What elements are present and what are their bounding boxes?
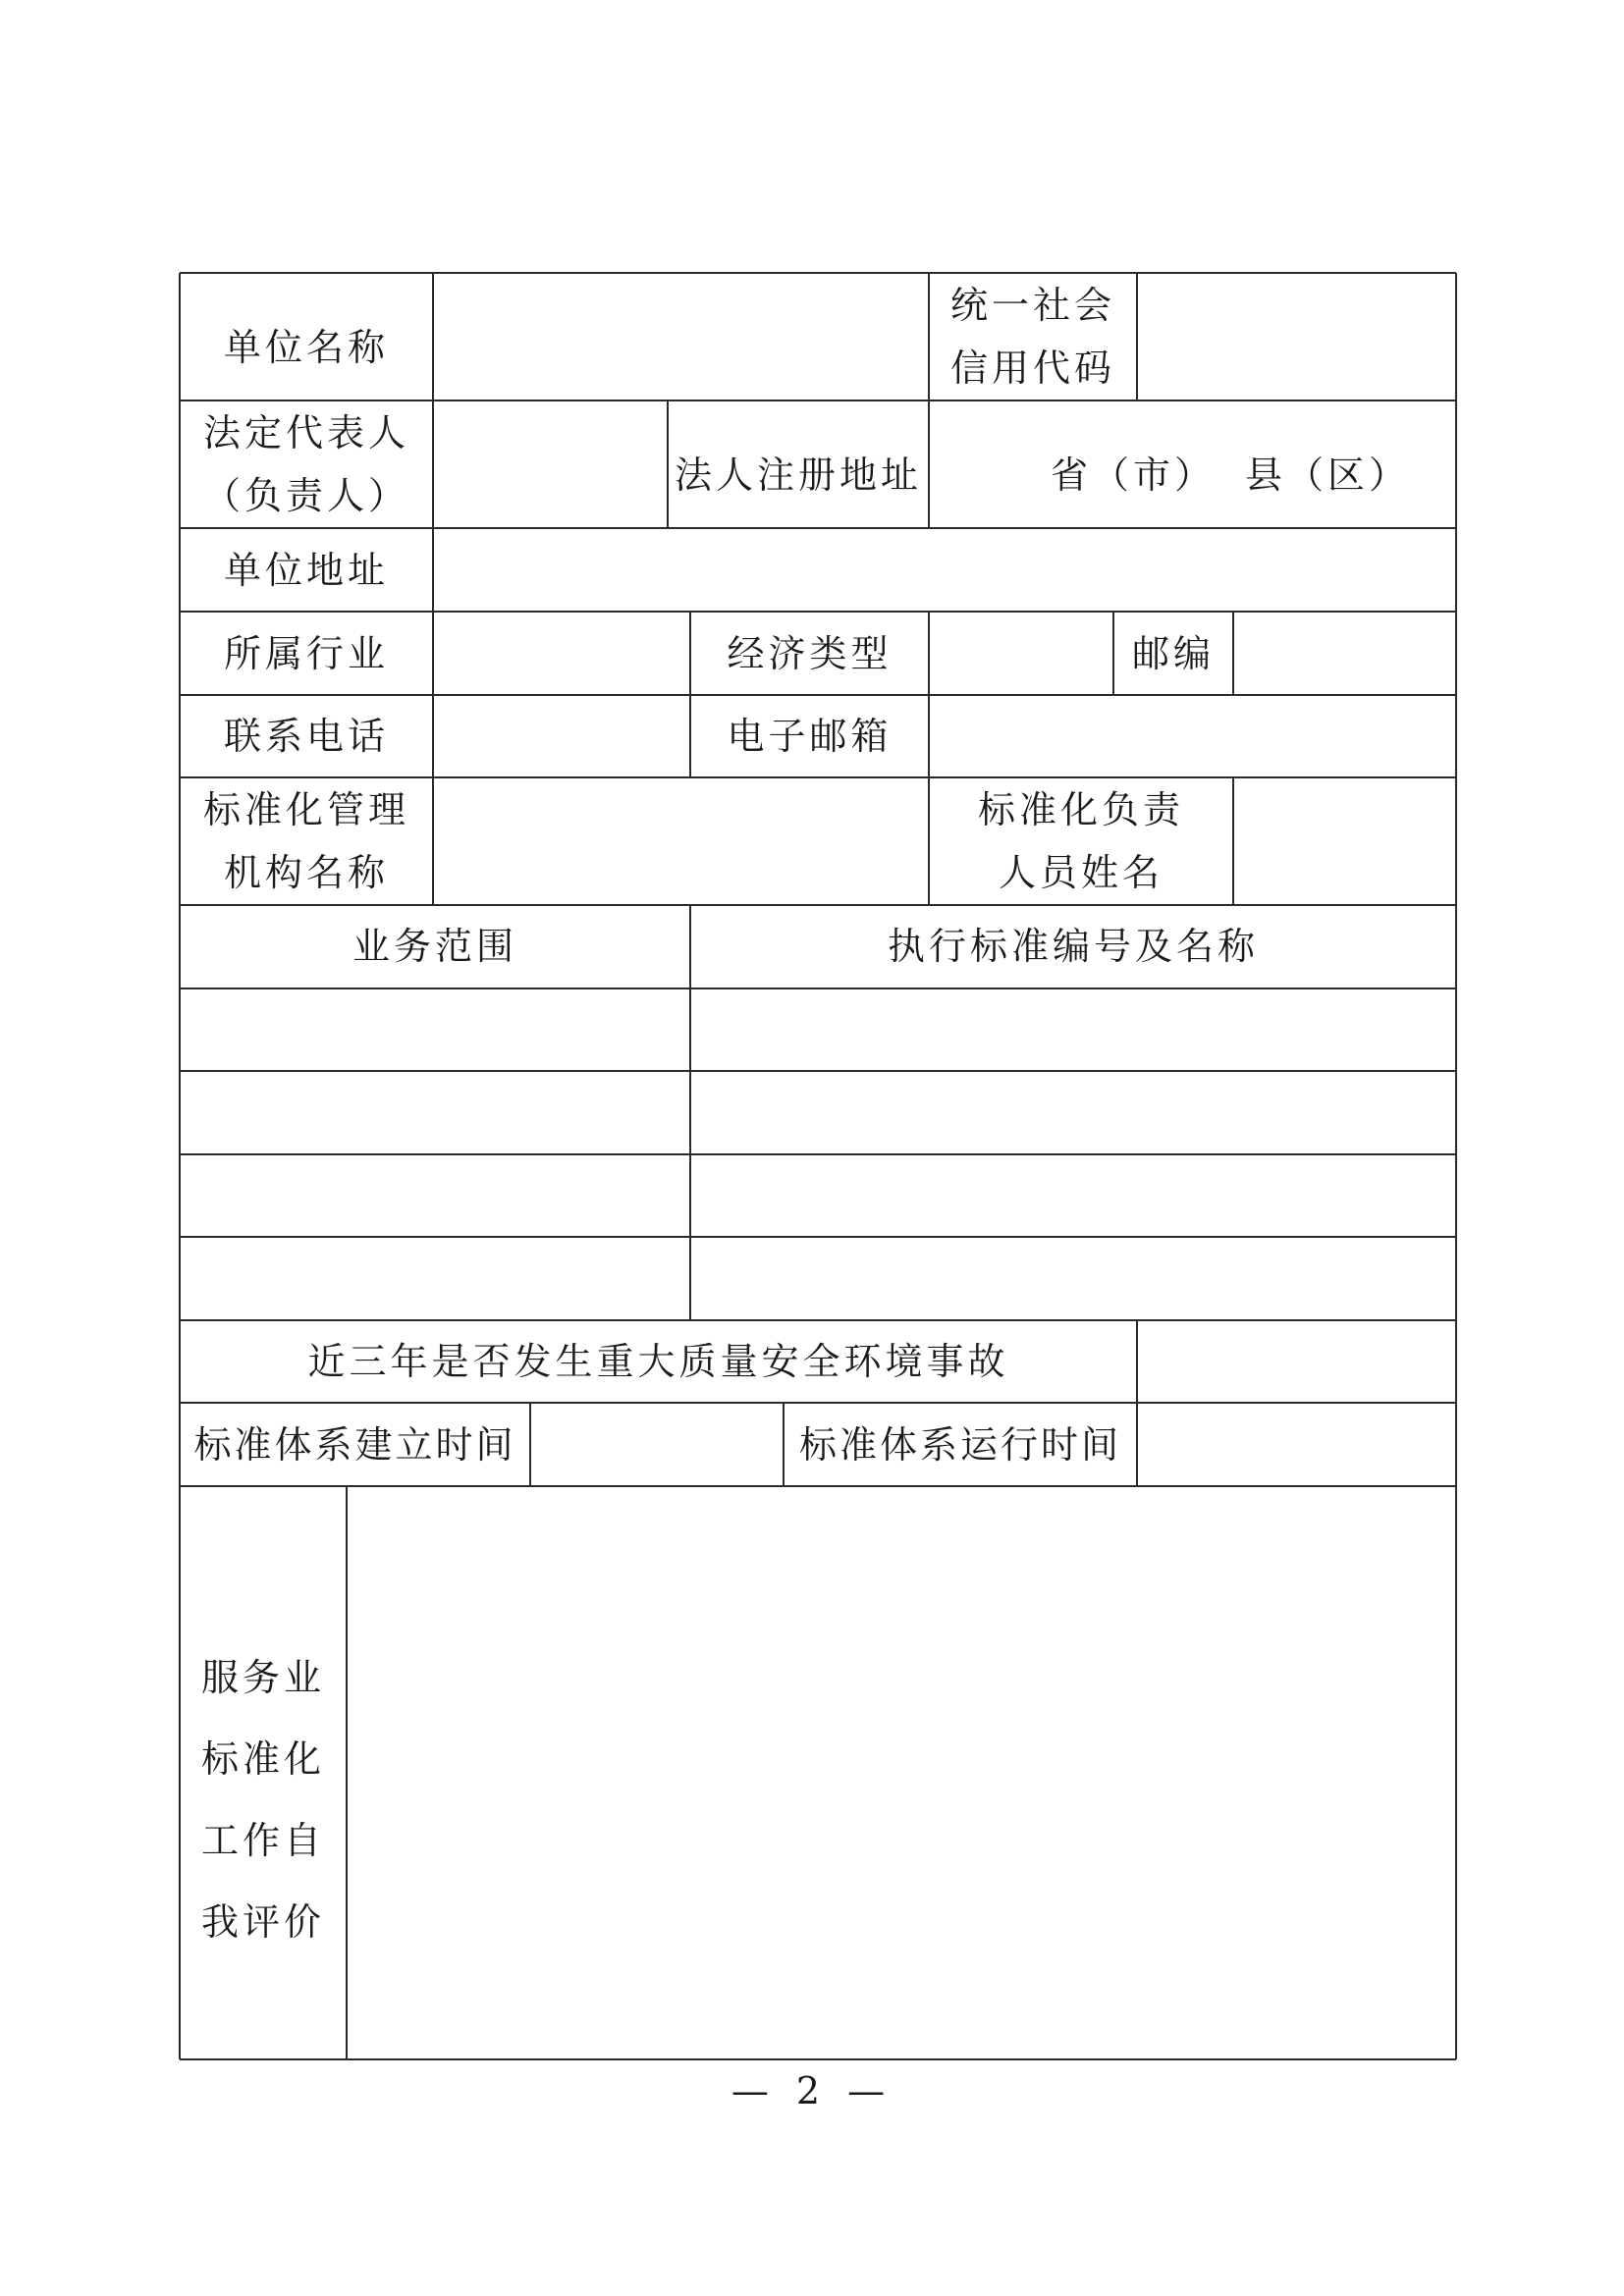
legal-rep-label (180, 401, 433, 527)
business-scope-cell-2[interactable] (181, 1072, 689, 1153)
page-number: — 2 — (731, 2069, 893, 2112)
credit-code-label-line2: 信用代码 (949, 347, 1115, 390)
business-scope-cell-4[interactable] (181, 1238, 689, 1319)
unit-address-label: 单位地址 (223, 549, 389, 592)
self-eval-line2: 标准化 (200, 1737, 325, 1781)
self-eval-field[interactable] (348, 1487, 1455, 2058)
business-scope-header: 业务范围 (352, 925, 517, 968)
credit-code-label (929, 274, 1137, 400)
accident-label: 近三年是否发生重大质量安全环境事故 (307, 1340, 1009, 1383)
system-running-field[interactable] (1138, 1404, 1455, 1485)
std-org-label-line1: 标准化管理 (202, 788, 409, 831)
unit-address-field[interactable] (434, 529, 1455, 611)
accident-field[interactable] (1138, 1321, 1455, 1402)
unit-name-label: 单位名称 (223, 326, 389, 369)
standard-cell-3[interactable] (691, 1155, 1455, 1236)
self-eval-line4: 我评价 (200, 1900, 325, 1944)
self-eval-label (180, 1637, 347, 1963)
reg-address-label: 法人注册地址 (674, 454, 922, 497)
business-scope-cell-3[interactable] (181, 1155, 689, 1236)
unit-name-field[interactable] (434, 274, 928, 400)
std-person-field[interactable] (1234, 778, 1455, 904)
economic-type-field[interactable] (930, 613, 1112, 694)
legal-rep-label-line1: 法定代表人 (202, 411, 409, 454)
legal-rep-label-line2: （负责人） (202, 474, 409, 517)
system-built-field[interactable] (531, 1404, 783, 1485)
email-field[interactable] (930, 696, 1455, 776)
postcode-label: 邮编 (1131, 632, 1215, 675)
std-person-label-line1: 标准化负责 (977, 788, 1184, 831)
legal-rep-field[interactable] (434, 401, 667, 527)
phone-label: 联系电话 (223, 715, 389, 758)
reg-address-county[interactable]: 县（区） (1245, 454, 1411, 497)
system-built-label: 标准体系建立时间 (193, 1423, 516, 1467)
email-label: 电子邮箱 (727, 715, 893, 758)
std-org-label-line2: 机构名称 (223, 851, 389, 894)
standard-cell-2[interactable] (691, 1072, 1455, 1153)
std-org-label (180, 778, 433, 904)
std-person-label-line2: 人员姓名 (998, 851, 1164, 894)
standard-cell-4[interactable] (691, 1238, 1455, 1319)
system-running-label: 标准体系运行时间 (798, 1423, 1121, 1467)
industry-label: 所属行业 (223, 632, 389, 675)
industry-field[interactable] (434, 613, 689, 694)
credit-code-label-line1: 统一社会 (949, 284, 1115, 327)
self-eval-line1: 服务业 (200, 1656, 325, 1699)
credit-code-field[interactable] (1138, 274, 1455, 400)
std-person-label (929, 778, 1233, 904)
postcode-field[interactable] (1234, 613, 1455, 694)
business-scope-cell-1[interactable] (181, 989, 689, 1070)
self-eval-line3: 工作自 (200, 1819, 325, 1862)
reg-address-province[interactable]: 省（市） (1051, 454, 1217, 497)
standard-cell-1[interactable] (691, 989, 1455, 1070)
standard-list-header: 执行标准编号及名称 (887, 925, 1259, 968)
std-org-field[interactable] (434, 778, 928, 904)
economic-type-label: 经济类型 (727, 632, 893, 675)
phone-field[interactable] (434, 696, 689, 776)
